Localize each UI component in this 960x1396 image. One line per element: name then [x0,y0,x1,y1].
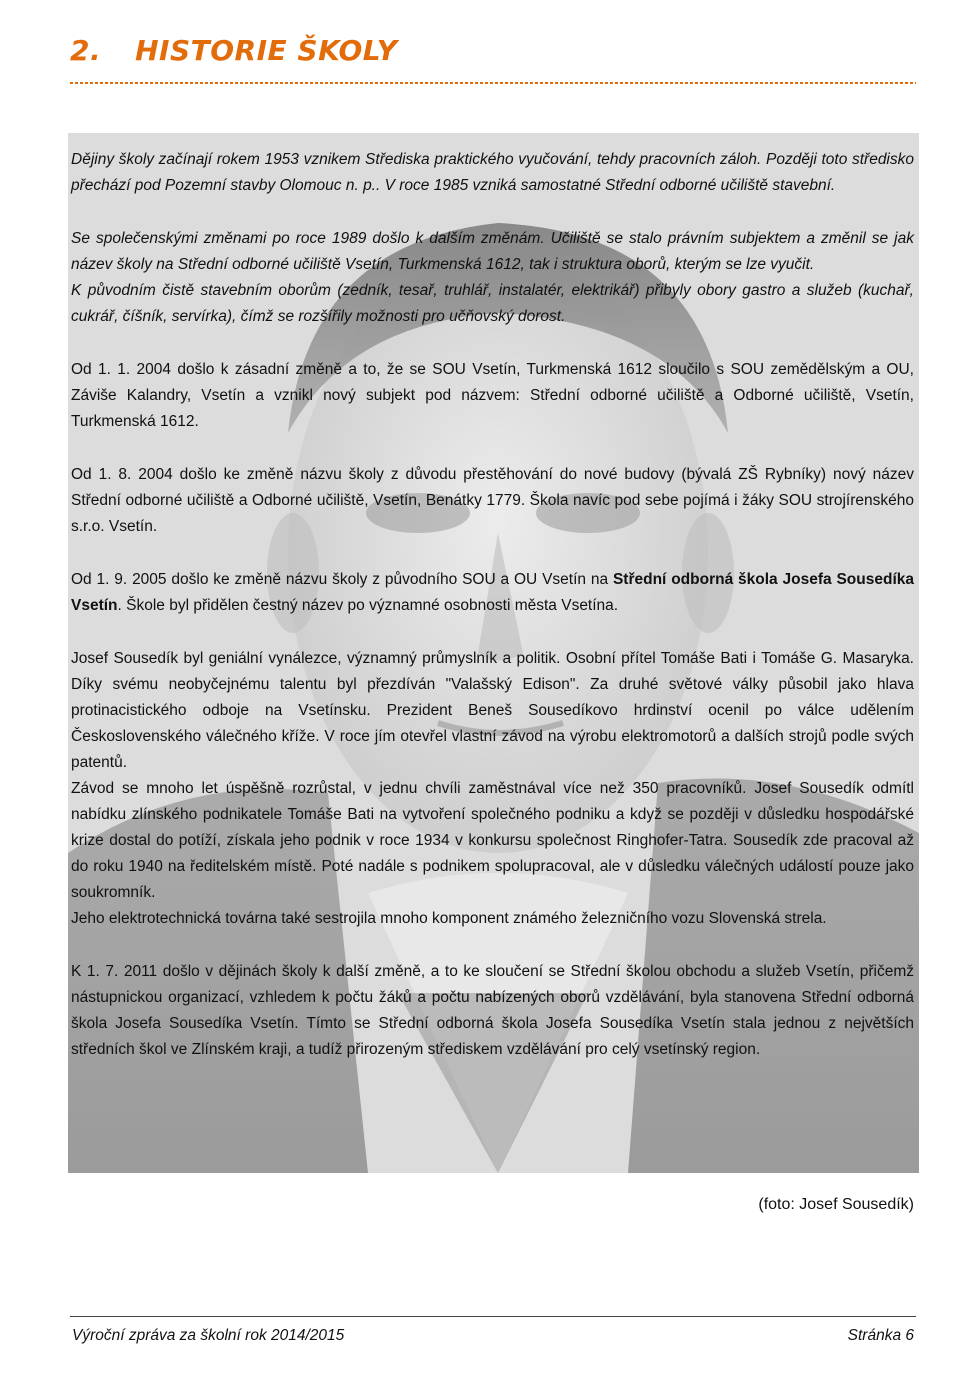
body-paragraph [71,462,914,540]
body-paragraph [71,278,914,330]
body-paragraph [71,567,914,619]
paragraph-text: Jeho elektrotechnická továrna také sestrojila mnoho komponent známého železničního vozu Slovenská strela. [71,910,827,927]
body-paragraph [71,906,914,932]
body-paragraph [71,776,914,906]
paragraph-spacer [71,435,914,462]
history-body-text [71,147,914,1063]
heading-underline [70,82,916,84]
heading-title: HISTORIE ŠKOLY [135,34,398,67]
paragraph-text: Závod se mnoho let úspěšně rozrůstal, v jednu chvíli zaměstnával více než 350 pracovníků. Josef Sousedík odmítl nabídku zlínského podnikatele Tomáše Bati na vytvoření společného podniku a když se později v důsledku hospodářské krize dostal do potíží, získala jeho podnik v roce 1934 v konkursu společnost Ringhofer-Tatra. Sousedík zde pracoval až do roku 1940 na ředitelském místě. Poté nadále s podnikem spolupracoval, ale v důsledku válečných událostí pouze jako soukromník. [71,780,914,901]
paragraph-text: Od 1. 1. 2004 došlo k zásadní změně a to, že se SOU Vsetín, Turkmenská 1612 sloučilo s SOU zemědělským a OU, Záviše Kalandry, Vsetín a vznikl nový subjekt pod názvem: Střední odborné učiliště a Odborné učiliště, Vsetín, Turkmenská 1612. [71,361,914,430]
body-paragraph [71,147,914,199]
footer-page-number: Stránka 6 [847,1327,914,1344]
footer-divider [70,1316,916,1317]
photo-credit: (foto: Josef Sousedík) [758,1196,914,1213]
page-heading [70,34,398,67]
paragraph-text: K původním čistě stavebním oborům (zedník, tesař, truhlář, instalatér, elektrikář) přibyly obory gastro a služeb (kuchař, cukrář, číšník, servírka), čímž se rozšířily možnosti pro učňovský dorost. [71,282,914,325]
paragraph-text: . Škole byl přidělen čestný název po významné osobnosti města Vsetína. [117,597,619,614]
footer-report-title: Výroční zpráva za školní rok 2014/2015 [72,1327,345,1344]
body-paragraph [71,646,914,776]
paragraph-spacer [71,932,914,959]
paragraph-text: Josef Sousedík byl geniální vynálezce, významný průmyslník a politik. Osobní přítel Tomáše Bati i Tomáše G. Masaryka. Díky svému neobyčejnému talentu byl přezdíván "Valašský Edison". Za druhé světové války působil jako hlava protinacistického odboje na Vsetínsku. Prezident Beneš Sousedíkovo hrdinství ocenil po válce udělením Československého válečného kříže. V roce jím otevřel vlastní závod na výrobu elektromotorů a dalších strojů podle svých patentů. [71,650,914,771]
body-paragraph [71,357,914,435]
body-paragraph [71,226,914,278]
paragraph-spacer [71,199,914,226]
paragraph-spacer [71,330,914,357]
paragraph-text: Od 1. 9. 2005 došlo ke změně názvu školy z původního SOU a OU Vsetín na [71,571,613,588]
paragraph-text: K 1. 7. 2011 došlo v dějinách školy k další změně, a to ke sloučení se Střední školou obchodu a služeb Vsetín, přičemž nástupnickou organizací, vzhledem k počtu žáků a počtu nabízených oborů vzdělávání, byla stanovena Střední odborná škola Josefa Sousedíka Vsetín. Tímto se Střední odborná škola Josefa Sousedíka Vsetín stala jednou z největších středních škol ve Zlínském kraji, a tudíž přirozeným střediskem vzdělávání pro celý vsetínský region. [71,963,914,1058]
heading-number: 2. [70,34,102,67]
body-paragraph [71,959,914,1063]
school-name-bold: Střední odborná škola Josefa Sousedíka Vsetín [71,571,914,614]
paragraph-text: Od 1. 8. 2004 došlo ke změně názvu školy z důvodu přestěhování do nové budovy (bývalá ZŠ Rybníky) nový název Střední odborné učiliště a Odborné učiliště, Vsetín, Benátky 1779. Škola navíc pod sebe pojímá i žáky SOU strojírenského s.r.o. Vsetín. [71,466,914,535]
paragraph-text: Se společenskými změnami po roce 1989 došlo k dalším změnám. Učiliště se stalo právním subjektem a změnil se jak název školy na Střední odborné učiliště Vsetín, Turkmenská 1612, tak i struktura oborů, kterým se lze vyučit. [71,230,914,273]
paragraph-spacer [71,540,914,567]
paragraph-spacer [71,619,914,646]
paragraph-text: Dějiny školy začínají rokem 1953 vznikem Střediska praktického vyučování, tehdy pracovních záloh. Později toto středisko přechází pod Pozemní stavby Olomouc n. p.. V roce 1985 vzniká samostatné Střední odborné učiliště stavební. [71,151,914,194]
